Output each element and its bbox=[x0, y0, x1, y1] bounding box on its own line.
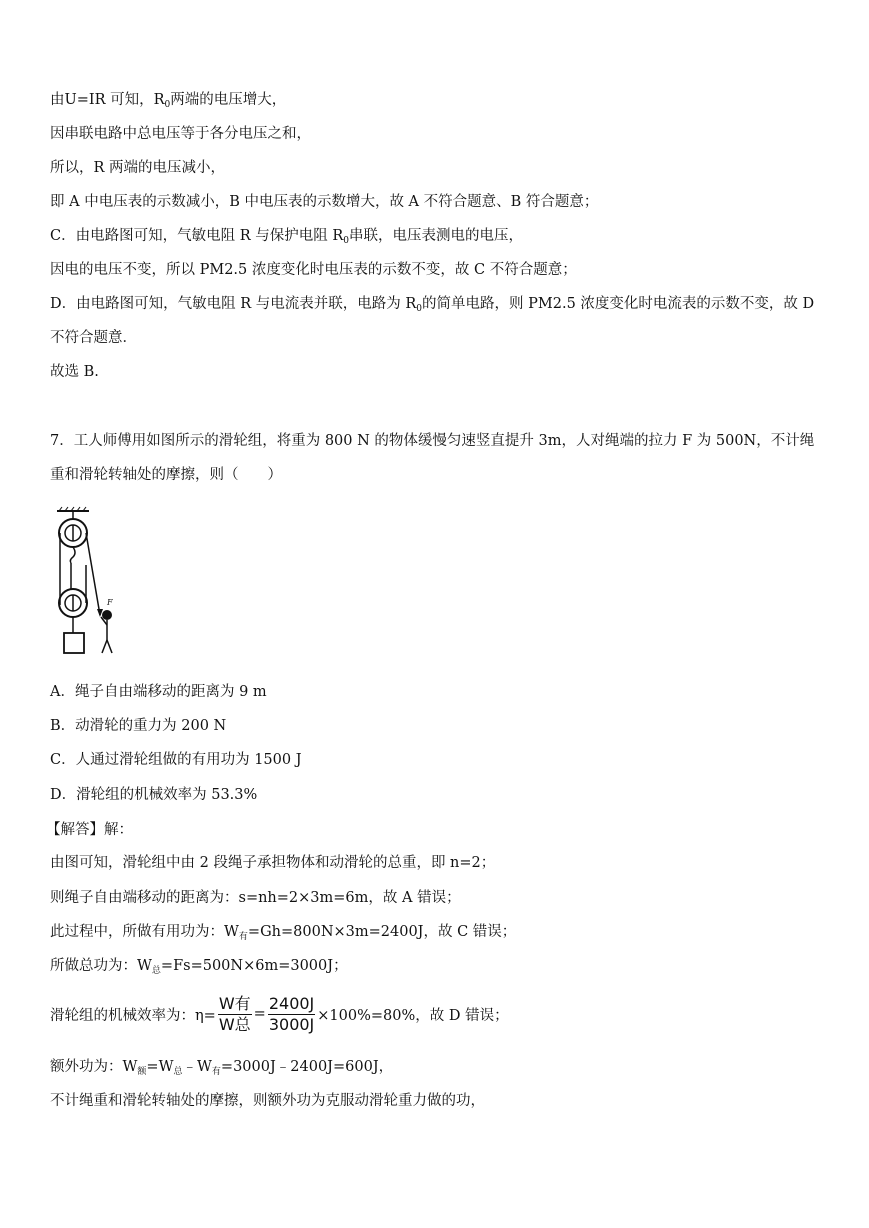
fraction-values: $\frac{2400J}{3000J}$ bbox=[268, 993, 315, 1034]
pulley-diagram bbox=[55, 505, 123, 660]
force-label: F bbox=[107, 598, 113, 607]
pulley-system-figure bbox=[55, 505, 123, 660]
option-b: B．动滑轮的重力为 200 N bbox=[50, 718, 227, 734]
answer-line-7: 不计绳重和滑轮转轴处的摩擦，则额外功为克服动滑轮重力做的功， bbox=[50, 1093, 485, 1109]
solution-line-1: 由U=IR 可知，$R_0$两端的电压增大， bbox=[50, 92, 287, 110]
solution-line-7: D．由电路图可知，气敏电阻 R 与电流表并联，电路为 $R_0$的简单电路，则 PM2.5 浓度变化时电流表的示数不变，故 D bbox=[50, 296, 815, 314]
answer-heading: 【解答】解： bbox=[46, 822, 133, 838]
answer-line-4: 所做总功为：$W_总=Fs=500N\times 6m=3000J$； bbox=[50, 958, 348, 976]
option-c: C．人通过滑轮组做的有用功为 1500 J bbox=[50, 752, 302, 768]
solution-line-5: C．由电路图可知，气敏电阻 R 与保护电阻 $R_0$串联，电压表测电的电压， bbox=[50, 228, 523, 246]
option-a: A．绳子自由端移动的距离为 9 m bbox=[50, 684, 267, 700]
option-d: D．滑轮组的机械效率为 53.3% bbox=[50, 787, 258, 803]
solution-line-2: 因串联电路中总电压等于各分电压之和， bbox=[50, 126, 311, 142]
answer-line-1: 由图可知，滑轮组中由 2 段绳子承担物体和动滑轮的总重，即 n=2； bbox=[50, 855, 496, 871]
solution-line-8: 不符合题意． bbox=[50, 330, 137, 346]
answer-line-6: 额外功为：$W_额=W_总﹣W_有=3000J﹣2400J=600J$， bbox=[50, 1059, 394, 1077]
solution-line-4: 即 A 中电压表的示数减小，B 中电压表的示数增大，故 A 不符合题意、B 符合题意； bbox=[50, 194, 599, 210]
solution-line-6: 因电的电压不变，所以 PM2.5 浓度变化时电压表的示数不变，故 C 不符合题意； bbox=[50, 262, 577, 278]
solution-conclusion: 故选 B. bbox=[50, 364, 99, 380]
solution-line-3: 所以，R 两端的电压减小， bbox=[50, 160, 226, 176]
answer-line-3: 此过程中，所做有用功为：$W_有=Gh=800N\times 3m=2400J$，故 C 错误； bbox=[50, 924, 517, 942]
fraction-work: $\frac{\text{W有}}{\text{W总}}$ bbox=[218, 993, 251, 1034]
answer-line-2: 则绳子自由端移动的距离为：s=nh=2×3m=6m，故 A 错误； bbox=[50, 890, 461, 906]
efficiency-formula: 滑轮组的机械效率为：η= $\frac{\text{W有}}{\text{W总}}$ = $\frac{2400J}{3000J}$ ×100%=80%，故 D 错误； bbox=[50, 993, 509, 1034]
question-stem-line-1: 7．工人师傅用如图所示的滑轮组，将重为 800 N 的物体缓慢匀速竖直提升 3m，人对绳端的拉力 F 为 500N，不计绳 bbox=[50, 433, 815, 449]
question-stem-line-2: 重和滑轮转轴处的摩擦，则（ ） bbox=[50, 467, 282, 483]
